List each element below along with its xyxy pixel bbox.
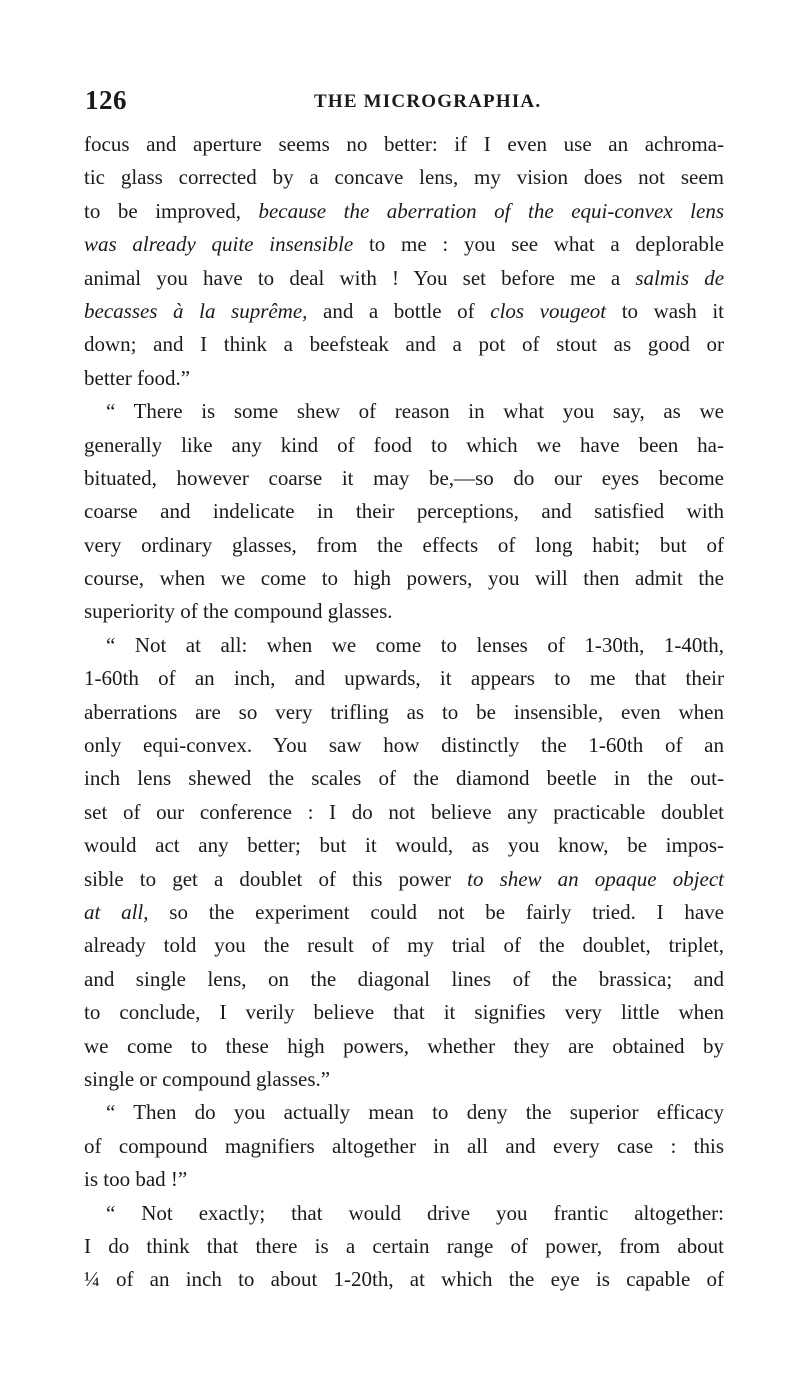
- text-line: [84, 195, 724, 228]
- text-span: and a bottle of: [307, 298, 491, 323]
- text-span: to be improved,: [84, 198, 259, 223]
- text-line: I do think that there is a certain range of power, from about: [84, 1233, 724, 1258]
- text-line: already told you the result of my trial of the doublet, triplet,: [84, 933, 724, 958]
- text-line: [84, 262, 724, 295]
- text-line: focus and aperture seems no better: if I even use an achroma-: [84, 132, 724, 156]
- page-number: 126: [85, 85, 127, 115]
- text-span: sible to get a doublet of this power: [84, 866, 468, 891]
- text-line: “ Not exactly; that would drive you frantic altogether:: [106, 1200, 724, 1225]
- text-line: and single lens, on the diagonal lines of the brassica; and: [84, 966, 724, 991]
- text-line: we come to these high powers, whether they are obtained by: [84, 1033, 724, 1058]
- text-line: superiority of the compound glasses.: [84, 599, 393, 624]
- text-line: very ordinary glasses, from the effects of long habit; but of: [84, 532, 724, 557]
- italic-span: to shew an opaque object: [467, 866, 725, 891]
- italic-span: clos vougeot: [490, 298, 607, 323]
- page-header: [0, 85, 801, 119]
- text-line: would act any better; but it would, as you know, be impos-: [84, 833, 724, 858]
- italic-span: becasses à la suprême,: [84, 298, 308, 323]
- italic-span: at all,: [84, 899, 149, 924]
- text-line: only equi-convex. You saw how distinctly the 1-60th of an: [84, 733, 724, 758]
- text-line: single or compound glasses.”: [84, 1066, 331, 1091]
- text-line: 1-60th of an inch, and upwards, it appears to me that their: [84, 666, 724, 691]
- italic-span: because the aberration of the equi-convex lens: [258, 198, 724, 223]
- text-span: so the experiment could not be fairly tried. I have: [148, 899, 724, 924]
- text-line: tic glass corrected by a concave lens, my vision does not seem: [84, 165, 724, 190]
- text-line: of compound magnifiers altogether in all and every case : this: [84, 1133, 724, 1158]
- text-line: down; and I think a beefsteak and a pot of stout as good or: [84, 332, 724, 357]
- text-span: animal you have to deal with ! You set before me a: [84, 265, 636, 290]
- body-text: [84, 128, 724, 1297]
- text-line: coarse and indelicate in their perceptions, and satisfied with: [84, 499, 724, 524]
- text-line: set of our conference : I do not believe any practicable doublet: [84, 799, 724, 824]
- text-line: [84, 896, 724, 929]
- text-line: “ Not at all: when we come to lenses of 1-30th, 1-40th,: [106, 632, 724, 657]
- text-line: bituated, however coarse it may be,—so do our eyes become: [84, 465, 724, 490]
- text-line: [84, 228, 724, 261]
- text-span: to me : you see what a deplorable: [353, 232, 725, 257]
- text-line: “ There is some shew of reason in what you say, as we: [106, 399, 724, 424]
- text-line: [84, 295, 724, 328]
- text-line: generally like any kind of food to which we have been ha-: [84, 432, 724, 457]
- text-line: ¼ of an inch to about 1-20th, at which the eye is capable of: [84, 1267, 724, 1292]
- italic-span: was already quite insensible: [84, 232, 354, 257]
- text-line: [84, 863, 724, 896]
- running-title: THE MICROGRAPHIA.: [314, 91, 542, 112]
- italic-span: salmis de: [635, 265, 725, 290]
- text-line: inch lens shewed the scales of the diamond beetle in the out-: [84, 766, 724, 791]
- text-line: to conclude, I verily believe that it signifies very little when: [84, 1000, 724, 1025]
- text-line: “ Then do you actually mean to deny the superior efficacy: [106, 1100, 724, 1125]
- text-line: is too bad !”: [84, 1167, 188, 1192]
- text-line: aberrations are so very trifling as to be insensible, even when: [84, 699, 724, 724]
- text-line: better food.”: [84, 365, 191, 390]
- text-line: course, when we come to high powers, you will then admit the: [84, 566, 724, 591]
- text-span: to wash it: [606, 298, 724, 323]
